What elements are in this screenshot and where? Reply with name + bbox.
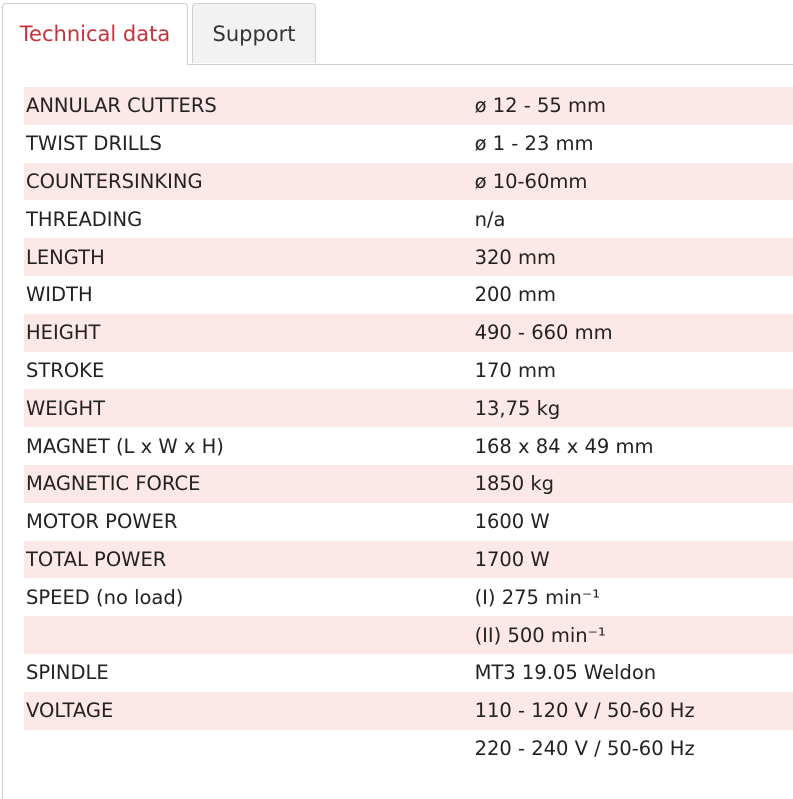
tab-technical-data[interactable]: Technical data	[2, 3, 188, 65]
spec-value: 110 - 120 V / 50-60 Hz	[473, 692, 793, 730]
spec-value: MT3 19.05 Weldon	[473, 654, 793, 692]
spec-label: MAGNETIC FORCE	[24, 465, 473, 503]
spec-label: WIDTH	[24, 276, 473, 314]
spec-row	[24, 578, 793, 616]
spec-value: (I) 275 min⁻¹	[473, 578, 793, 616]
spec-value: 490 - 660 mm	[473, 314, 793, 352]
spec-value: ø 12 - 55 mm	[473, 87, 793, 125]
tab-panel-technical-data	[2, 64, 793, 799]
spec-row	[24, 200, 793, 238]
spec-value: (II) 500 min⁻¹	[473, 616, 793, 654]
spec-row	[24, 87, 793, 125]
spec-row	[24, 276, 793, 314]
spec-row	[24, 616, 793, 654]
spec-label: COUNTERSINKING	[24, 163, 473, 201]
spec-label: TWIST DRILLS	[24, 125, 473, 163]
spec-row	[24, 692, 793, 730]
spec-row	[24, 654, 793, 692]
spec-row	[24, 427, 793, 465]
spec-label: THREADING	[24, 200, 473, 238]
spec-label: MAGNET (L x W x H)	[24, 427, 473, 465]
spec-value: 170 mm	[473, 352, 793, 390]
spec-value: 13,75 kg	[473, 389, 793, 427]
spec-value: ø 10-60mm	[473, 163, 793, 201]
spec-label: WEIGHT	[24, 389, 473, 427]
spec-label: MOTOR POWER	[24, 503, 473, 541]
spec-row	[24, 163, 793, 201]
spec-label: SPINDLE	[24, 654, 473, 692]
spec-label: TOTAL POWER	[24, 541, 473, 579]
spec-label	[24, 616, 473, 654]
spec-row	[24, 465, 793, 503]
spec-value: n/a	[473, 200, 793, 238]
spec-label: LENGTH	[24, 238, 473, 276]
spec-label: VOLTAGE	[24, 692, 473, 730]
spec-value: 1700 W	[473, 541, 793, 579]
spec-label: SPEED (no load)	[24, 578, 473, 616]
spec-value: 168 x 84 x 49 mm	[473, 427, 793, 465]
spec-label: HEIGHT	[24, 314, 473, 352]
spec-table	[24, 87, 793, 767]
spec-value: 320 mm	[473, 238, 793, 276]
spec-value: 200 mm	[473, 276, 793, 314]
spec-value: ø 1 - 23 mm	[473, 125, 793, 163]
spec-row	[24, 352, 793, 390]
spec-value: 220 - 240 V / 50-60 Hz	[473, 730, 793, 768]
spec-value: 1600 W	[473, 503, 793, 541]
spec-label	[24, 730, 473, 768]
spec-label: ANNULAR CUTTERS	[24, 87, 473, 125]
tab-support[interactable]: Support	[192, 3, 316, 63]
spec-value: 1850 kg	[473, 465, 793, 503]
spec-label: STROKE	[24, 352, 473, 390]
spec-row	[24, 238, 793, 276]
spec-row	[24, 389, 793, 427]
tab-bar	[2, 3, 793, 65]
spec-row	[24, 503, 793, 541]
spec-row	[24, 730, 793, 768]
spec-row	[24, 541, 793, 579]
spec-row	[24, 314, 793, 352]
spec-row	[24, 125, 793, 163]
